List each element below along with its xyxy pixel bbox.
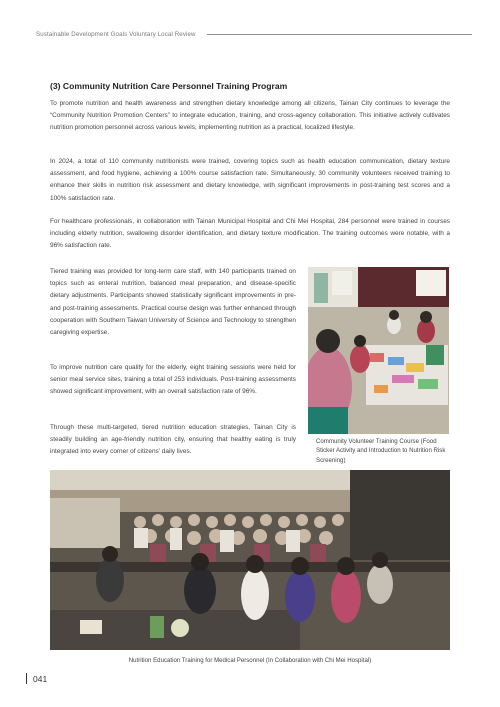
header-rule [207,34,472,35]
volunteer-training-photo [308,267,449,434]
paragraph-2024-training: In 2024, a total of 110 community nutritionists were trained, covering topics such as health education communication, dietary texture assessment, and food hygiene, achieving a 100% course satisfaction rate. Simultaneously, 30 community volunteers received training to enhance their skills in nutrition risk assessment and dietary knowledge, with significant improvements in post-training test scores and a 100% satisfaction rate. [50,158,450,202]
paragraph-intro: To promote nutrition and health awareness and strengthen dietary knowledge among all citizens, Tainan City continues to leverage the “Community Nutrition Promotion Centers” to integrate education, training, and cross-agency collaboration. This initiative actively cultivates nutrition promotion personnel across various levels, implementing nutrition as a practical, localized lifestyle. [50,100,450,132]
paragraph-conclusion: Through these multi-targeted, tiered nutrition education strategies, Tainan City is steadily building an age-friendly nutrition city, ensuring that healthy eating is truly integrated into every corner of citizens’ daily lives. [50,424,296,456]
paragraph-elderly-meals: To improve nutrition care quality for the elderly, eight training sessions were held for senior meal service sites, training a total of 253 individuals. Post-training assessments showed significant improvement, with an overall satisfaction rate of 96%. [50,364,296,396]
paragraph-healthcare: For healthcare professionals, in collaboration with Tainan Municipal Hospital and Chi Mei Hospital, 284 personnel were trained in courses including elderly nutrition, swallowing disorder identification, and dietary texture modification. The training outcomes were notable, with a 96% satisfaction rate. [50,218,450,250]
photo2-caption: Nutrition Education Training for Medical Personnel (In Collaboration with Chi Mei Hospital) [128,657,372,664]
section-title: (3) Community Nutrition Care Personnel Training Program [50,81,288,91]
page-number-wrapper [27,674,47,684]
photo1-caption: Community Volunteer Training Course (Food Sticker Activity and Introduction to Nutrition Risk Screening) [316,438,446,464]
paragraph-long-term-care: Tiered training was provided for long-term care staff, with 140 participants trained on topics such as enteral nutrition, balanced meal preparation, and disease-specific dietary adjustments. Participants showed statistically significant improvements in pre- and post-training assessments. Practical course design was further enhanced through cooperation with Southern Taiwan University of Science and Technology to strengthen caregiving expertise. [50,268,296,337]
page-number: 041 [33,674,48,684]
running-header: Sustainable Development Goals Voluntary Local Review [36,31,196,38]
medical-personnel-group-photo [50,470,450,650]
